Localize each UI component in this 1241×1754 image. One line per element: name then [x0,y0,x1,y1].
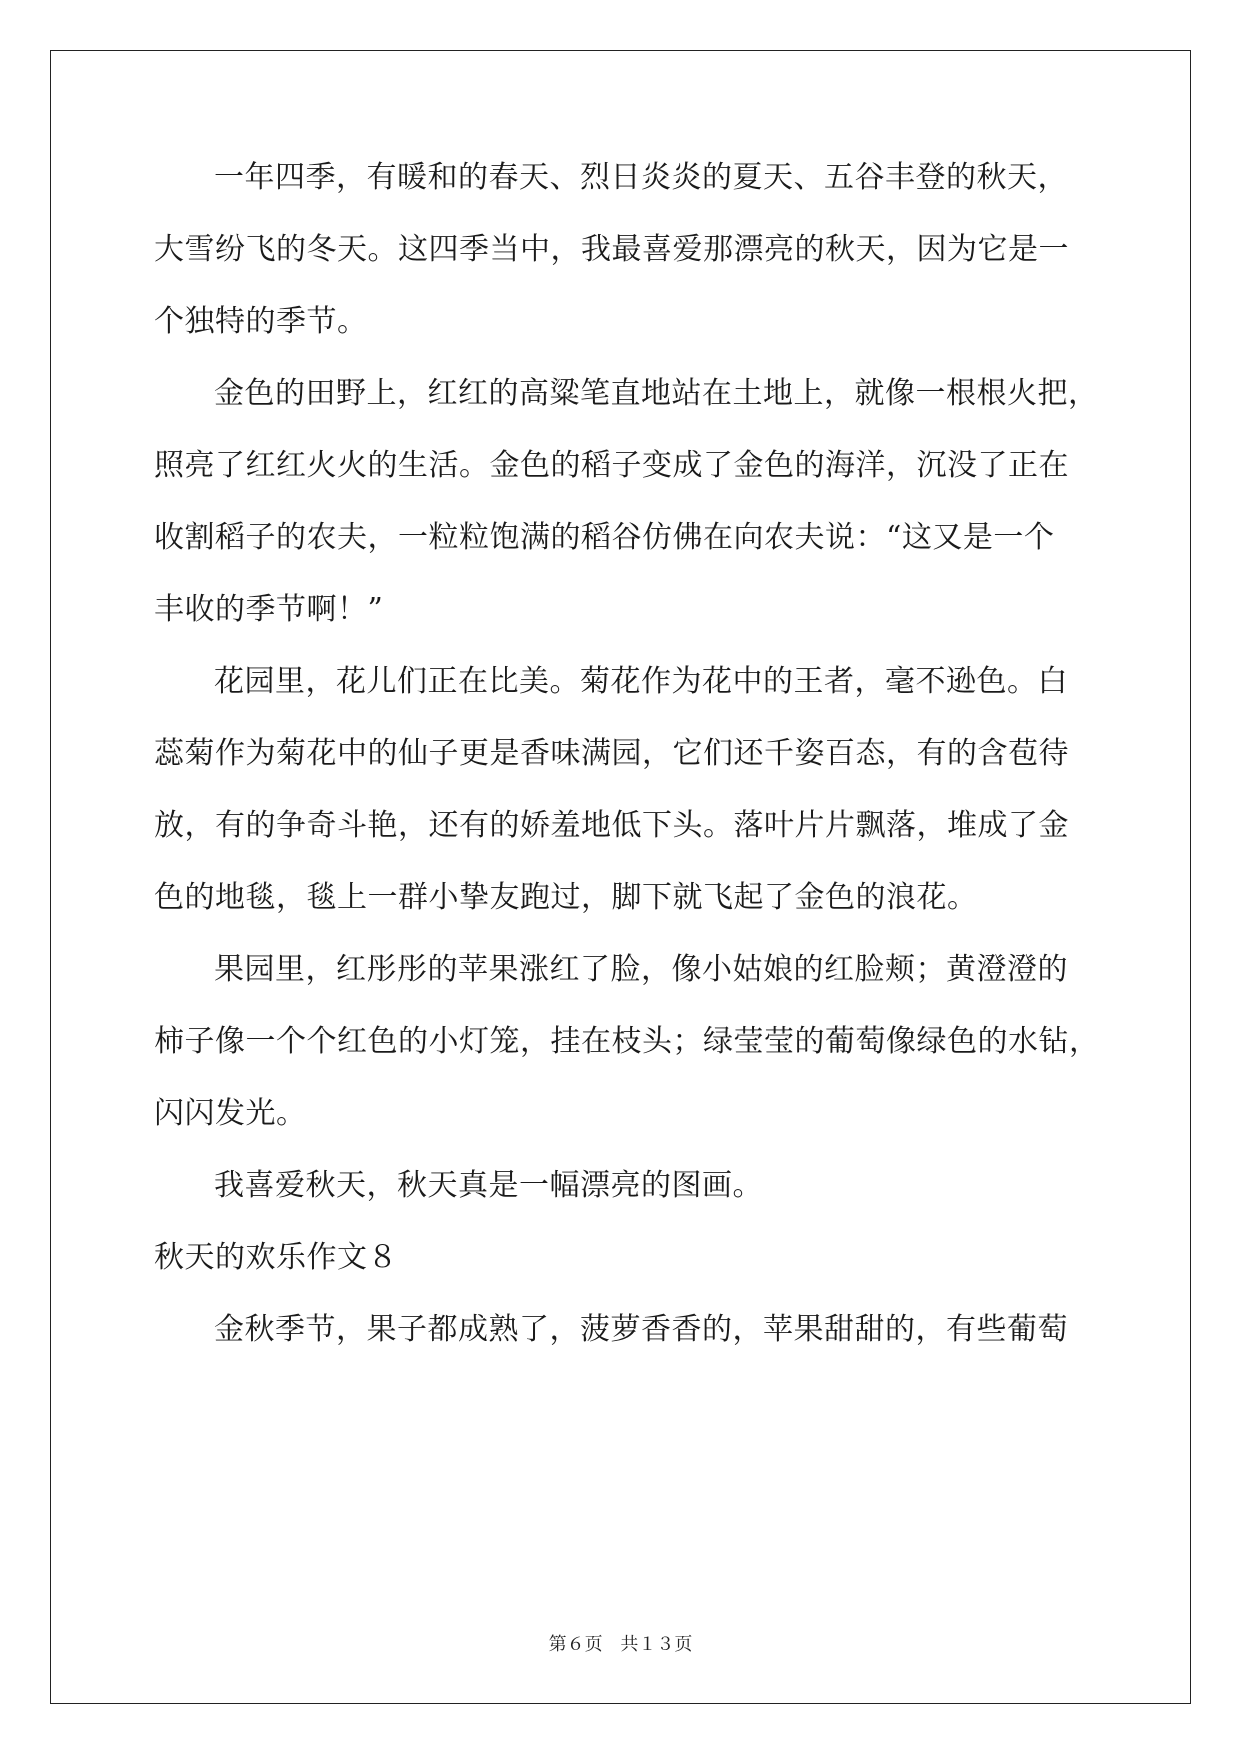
paragraph-1-line-2: 大雪纷飞的冬天。这四季当中，我最喜爱那漂亮的秋天，因为它是一 [154,232,1069,267]
paragraph-3-line-1: 花园里，花儿们正在比美。菊花作为花中的王者，毫不逊色。白 [214,664,1068,699]
paragraph-2-line-1: 金色的田野上，红红的高粱笔直地站在土地上，就像一根根火把， [214,376,1099,411]
paragraph-6-line-1: 金秋季节，果子都成熟了，菠萝香香的，苹果甜甜的，有些葡萄 [214,1312,1068,1347]
paragraph-3-line-3: 放，有的争奇斗艳，还有的娇羞地低下头。落叶片片飘落，堆成了金 [154,808,1069,843]
page-footer [0,1630,1241,1656]
page-total: 共１３页 [620,1634,693,1655]
section-title: 秋天的欢乐作文８ [154,1240,398,1275]
paragraph-3-line-4: 色的地毯，毯上一群小挚友跑过，脚下就飞起了金色的浪花。 [154,880,978,915]
paragraph-2-line-3: 收割稻子的农夫，一粒粒饱满的稻谷仿佛在向农夫说：“这又是一个 [154,520,1055,555]
paragraph-4-line-3: 闪闪发光。 [154,1096,307,1131]
paragraph-1-line-1: 一年四季，有暖和的春天、烈日炎炎的夏天、五谷丰登的秋天， [214,160,1068,195]
paragraph-5-line-1: 我喜爱秋天，秋天真是一幅漂亮的图画。 [214,1168,763,1203]
paragraph-2-line-2: 照亮了红红火火的生活。金色的稻子变成了金色的海洋，沉没了正在 [154,448,1069,483]
paragraph-2-line-4: 丰收的季节啊！” [154,592,384,627]
paragraph-4-line-2: 柿子像一个个红色的小灯笼，挂在枝头；绿莹莹的葡萄像绿色的水钻， [154,1024,1100,1059]
paragraph-4-line-1: 果园里，红彤彤的苹果涨红了脸，像小姑娘的红脸颊；黄澄澄的 [214,952,1068,987]
paragraph-1-line-3: 个独特的季节。 [154,304,368,339]
document-body [154,0,1100,1754]
paragraph-3-line-2: 蕊菊作为菊花中的仙子更是香味满园，它们还千姿百态，有的含苞待 [154,736,1069,771]
page-number: 第６页 [548,1634,603,1655]
